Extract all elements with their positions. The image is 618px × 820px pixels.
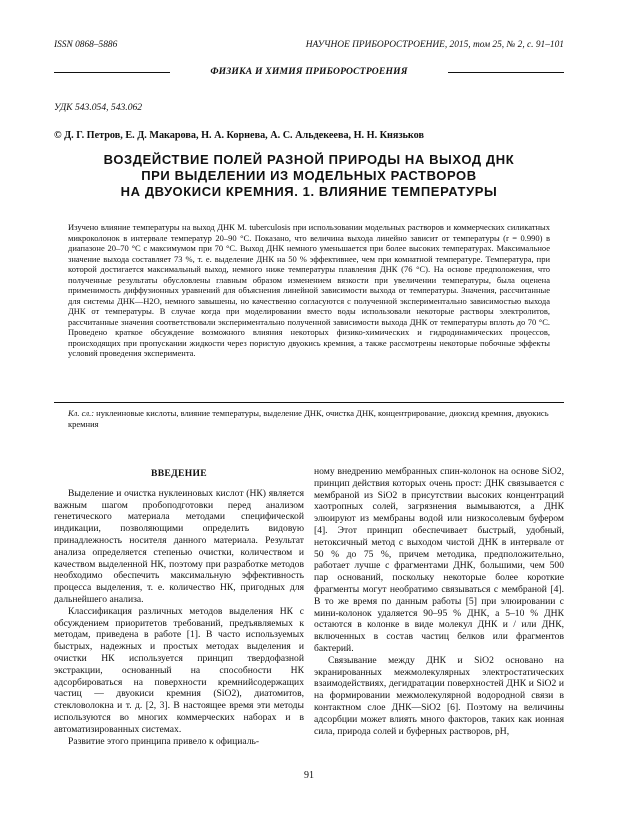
page-number: 91 <box>304 770 314 781</box>
intro-paragraph-5: Связывание между ДНК и SiO2 основано на экранированных межмолекулярных электростатических взаимодействиях, дегидратации поверхностей ДНК и SiO2 и на формировании межмолекулярной водородной связи в контактном слое ДНК—SiO2 [6]. Поэтому на величины адсорбции может влиять много факторов, таких как ионная сила, природа солей и буферных растворов, pH, <box>314 654 564 737</box>
intro-paragraph-1: Выделение и очистка нуклеиновых кислот (НК) является важным шагом пробоподготовки перед анализом генетического материала методами специфической индикации, позволяющими определить видовую принадлежность носителя данного материала. Результат анализа определяется степенью очистки, количеством и качеством выделенной НК, поэтому при разработке методов необходимо обеспечить максимальную эффективность процесса выделения, т. е. количество НК, пригодных для дальнейшего анализа. <box>54 487 304 605</box>
intro-paragraph-4: ному внедрению мембранных спин-колонок на основе SiO2, принцип действия которых очень прост: ДНК связывается с мембраной из SiO2 в присутствии высоких концентраций хаотропных солей, загрязнения вымываются, а ДНК элюируют из мембраны водой или низкосолевым буфером [4]. Этот принцип обеспечивает быстрый, удобный, нетоксичный метод с выходом чистой ДНК в интервале от 50 % до 75 %, причем методика, предположительно, работает лучше с фрагментами ДНК, большими, чем 500 пар оснований, поскольку некоторые более короткие фрагменты могут необратимо связываться с мембраной [4]. В то же время по данным работы [5] при элюировании с мини-колонок удаляется 90–95 % ДНК, а 5–10 % ДНК остаются в колонке в виде молекул ДНК и / или ДНК, включенных в состав частиц белков или фрагментов бактерий. <box>314 466 564 654</box>
section-title: ФИЗИКА И ХИМИЯ ПРИБОРОСТРОЕНИЯ <box>210 66 408 77</box>
intro-paragraph-2: Классификация различных методов выделения НК с обсуждением приоритетов требований, предъявляемых к методам, приведена в работе [1]. В часто используемых быстрых, надежных и простых методах выделения и очистки НК используется принцип твердофазной экстракции, основанный на способности НК адсорбироваться на поверхности кремнийсодержащих частиц — двуокиси кремния (SiO2), диатомитов, стекловолокна и т. д. [2, 3]. В настоящее время эти методы используются во многих коммерческих наборах и в автоматизированных системах. <box>54 605 304 735</box>
title-line-1: ВОЗДЕЙСТВИЕ ПОЛЕЙ РАЗНОЙ ПРИРОДЫ НА ВЫХОД ДНК <box>103 152 515 167</box>
journal-citation: НАУЧНОЕ ПРИБОРОСТРОЕНИЕ, 2015, том 25, № 2, с. 91–101 <box>305 40 564 50</box>
keywords-label: Кл. сл.: <box>68 408 95 418</box>
running-header <box>54 40 564 52</box>
section-banner <box>54 66 564 78</box>
keywords-rule <box>54 402 564 403</box>
abstract: Изучено влияние температуры на выход ДНК M. tuberculosis при использовании модельных растворов и коммерческих силикатных микроколонок в интервале температур 20–90 °С. Показано, что величина выхода линейно зависит от температуры (r = 0.990) в диапазоне 20–70 °С с максимумом при 70 °С. Выход ДНК немного уменьшается при более высоких температурах. Максимальное значение выхода составляет 73 %, т. е. выделение ДНК на 50 % эффективнее, чем при комнатной температуре. Температура, при которой достигается максимальный выход, немного ниже температуры плавления ДНК (76 °С). На основе предположения, что полученные результаты обусловлены главным образом изменением вязкости при увеличении температуры, была оценена применимость диффузионных уравнений для объяснения линейной зависимости выхода от температуры. Значения, рассчитанные для системы ДНК—H2O, немного завышены, но качественно согласуются с полученной экспериментально зависимостью выхода ДНК от температуры. В случае когда при моделировании вместо воды использовали некоторые растворы электролитов, рассчитанные значения соответствовали экспериментально полученной зависимости выхода ДНК от температуры вплоть до 70 °С. Проведено краткое обсуждение возможного влияния некоторых физико-химических и гидродинамических процессов, происходящих при пропускании жидкости через пористую двуокись кремния, а также рассмотрены некоторые побочные эффекты условий проведения эксперимента. <box>68 222 550 358</box>
article-title <box>54 152 564 200</box>
section-rule-right <box>448 72 564 73</box>
body-column-right <box>314 466 564 737</box>
intro-paragraph-3: Развитие этого принципа привело к официаль- <box>68 735 260 747</box>
section-rule-left <box>54 72 170 73</box>
title-line-2: ПРИ ВЫДЕЛЕНИИ ИЗ МОДЕЛЬНЫХ РАСТВОРОВ <box>141 168 477 183</box>
udk-code: УДК 543.054, 543.062 <box>54 102 143 113</box>
intro-heading: ВВЕДЕНИЕ <box>151 468 207 479</box>
keywords-text: нуклеиновые кислоты, влияние температуры, выделение ДНК, очистка ДНК, концентрирование, диоксид кремния, двуокись кремния <box>68 408 549 429</box>
authors: © Д. Г. Петров, Е. Д. Макарова, Н. А. Корнева, А. С. Альдекеева, Н. Н. Князьков <box>54 130 424 141</box>
title-line-3: НА ДВУОКИСИ КРЕМНИЯ. 1. ВЛИЯНИЕ ТЕМПЕРАТУРЫ <box>120 184 498 199</box>
body-column-left <box>54 468 304 747</box>
issn: ISSN 0868–5886 <box>54 40 118 50</box>
keywords <box>68 408 550 429</box>
